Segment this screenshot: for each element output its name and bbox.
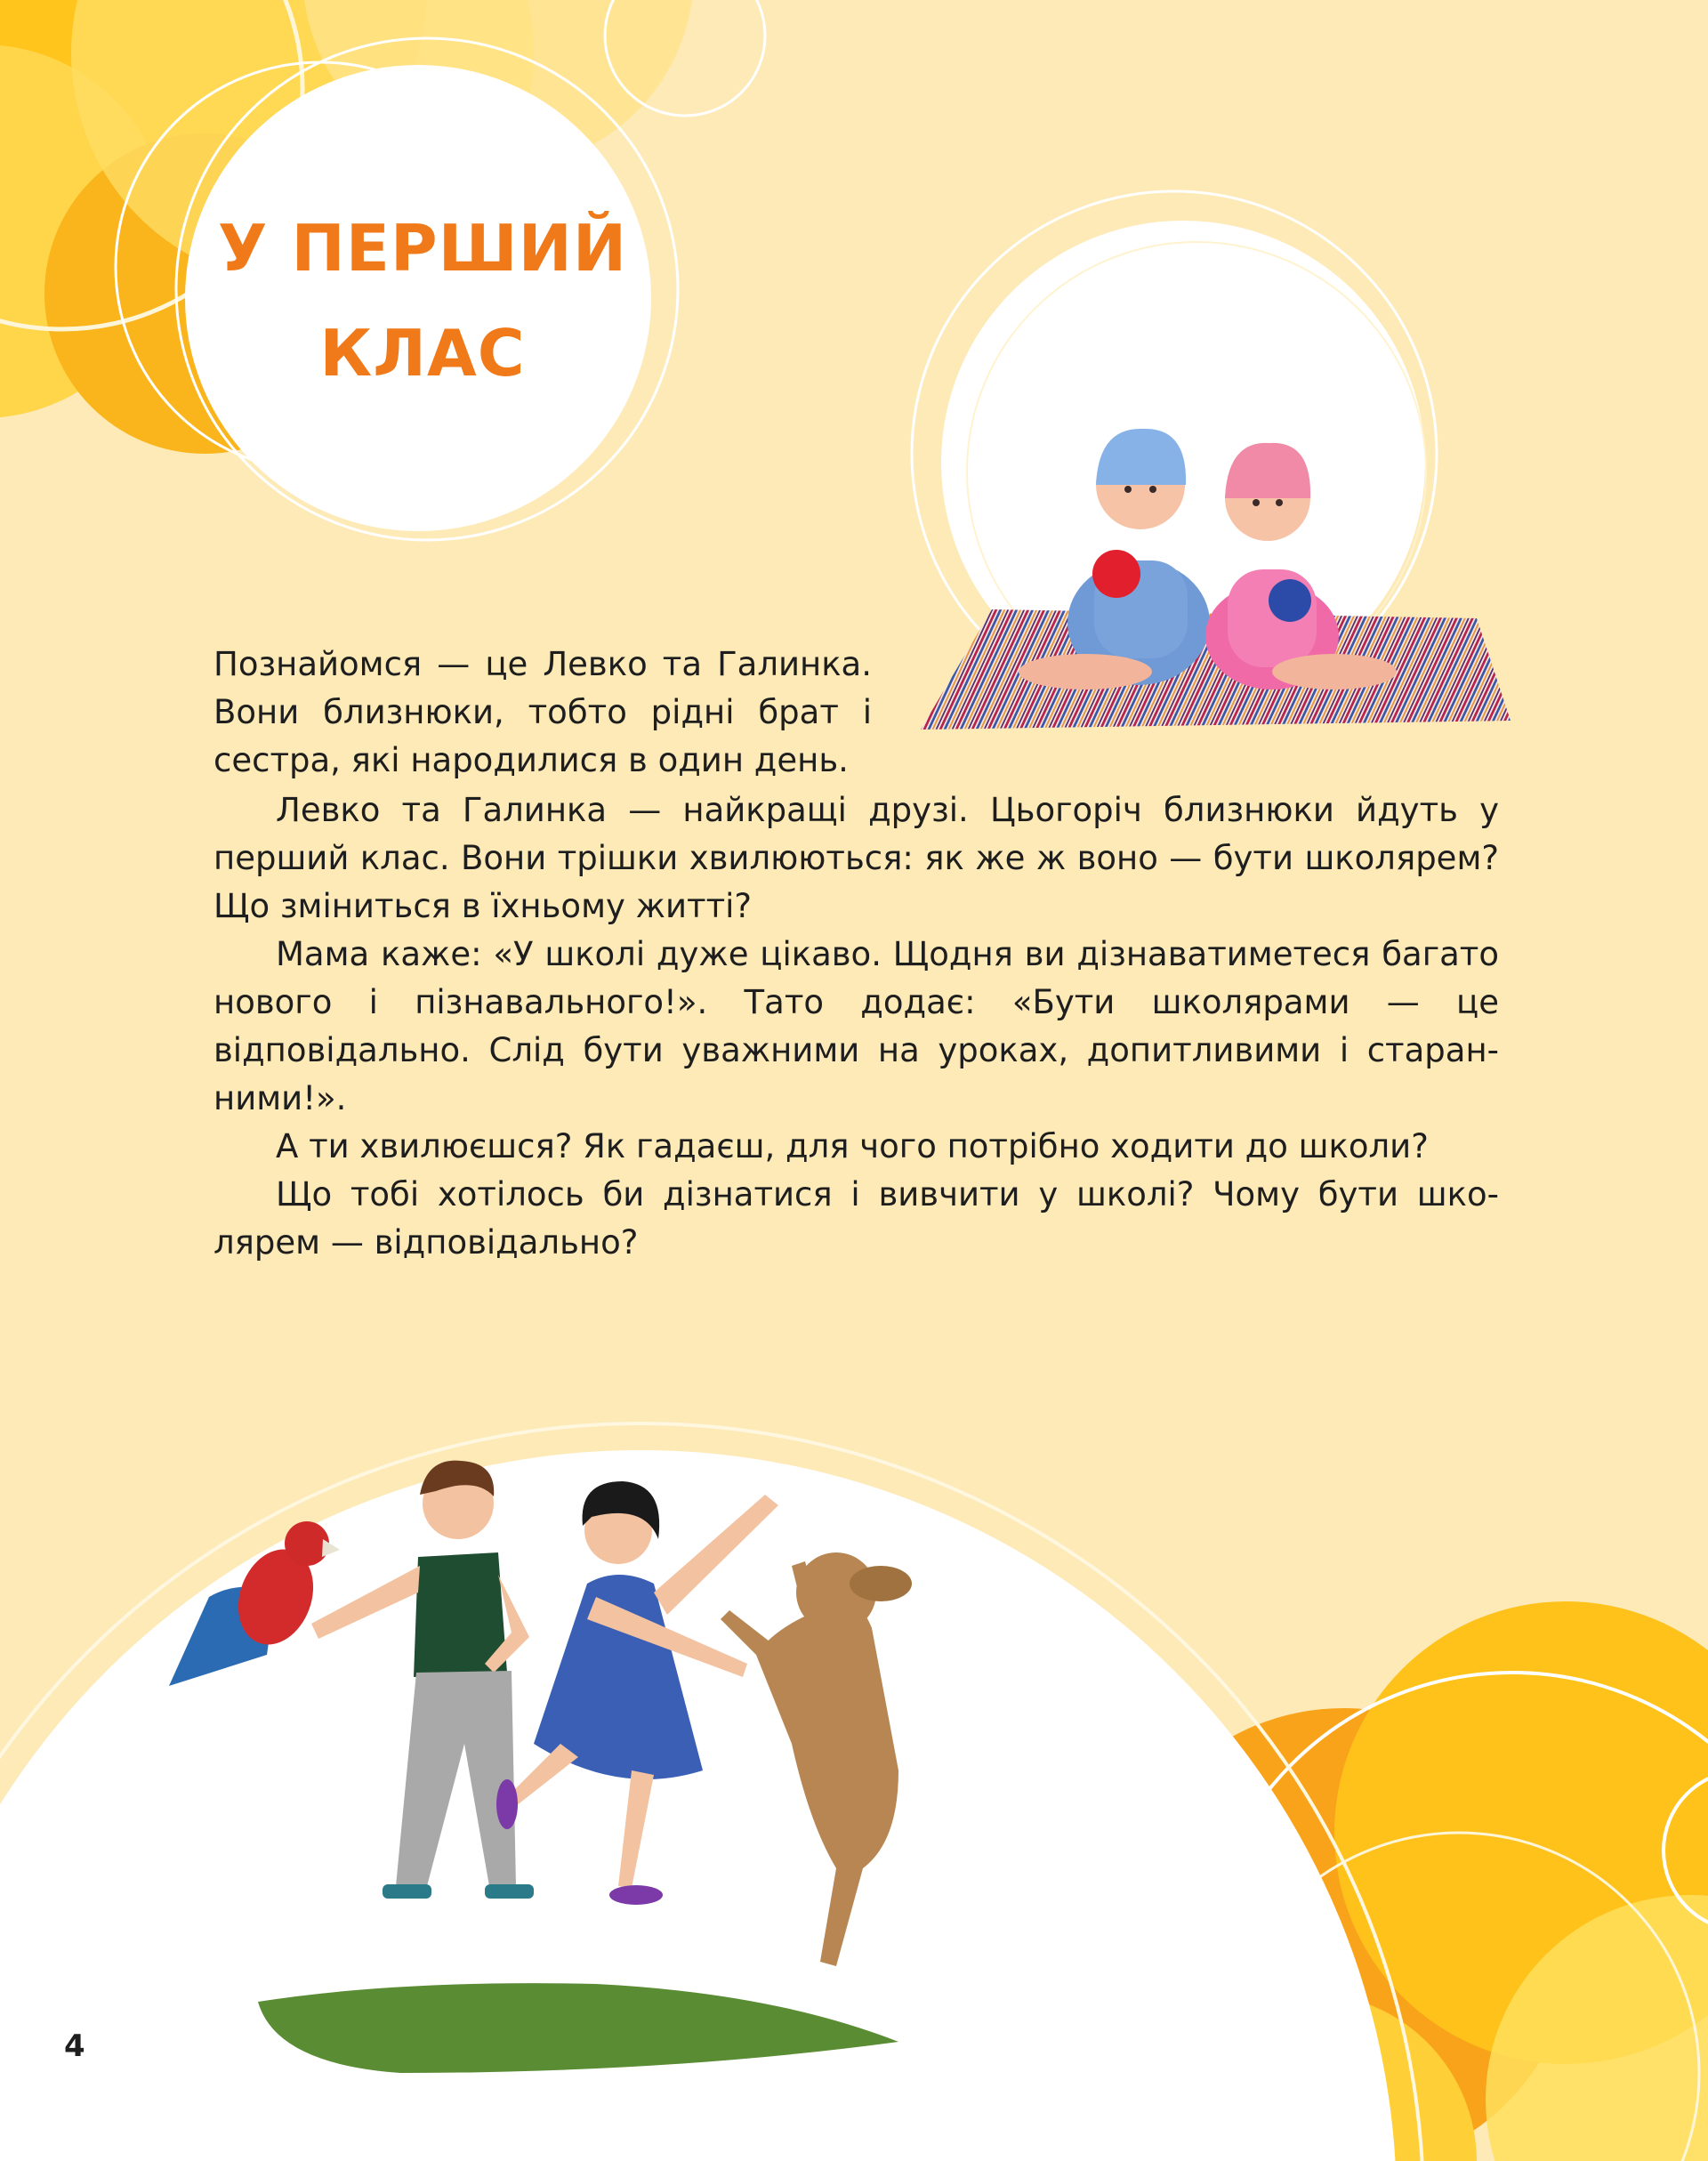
paragraph: Левко та Галинка — найкращі друзі. Цьогоріч близнюки йдуть у перший клас. Вони трішки хвилюються: як же ж воно — бути школярем? Що зміниться в їхньому житті?	[214, 791, 1499, 925]
paragraph: Мама каже: «У школі дуже цікаво. Щодня ви дізнаватиметеся багато нового і пізнавального!». Тато додає: «Бути школярами — це відповідально. Слід бути уважними на уроках, допитливими і старанними!».	[214, 935, 1499, 1117]
paragraph: Що тобі хотілось би дізнатися і вивчити у школі? Чому бути школярем — відповідально?	[214, 1175, 1499, 1262]
paragraph: А ти хвилюєшся? Як гадаєш, для чого потрібно ходити до школи?	[276, 1127, 1429, 1165]
page-number: 4	[64, 2028, 85, 2064]
paragraph-intro: Познайомся — це Левко та Галинка. Вони близнюки, тобто рідні брат і сестра, які народилися в один день.	[214, 645, 872, 779]
title-line-1: У ПЕРШИЙ	[217, 211, 628, 286]
children-illustration	[133, 1450, 1041, 2073]
story-text	[214, 641, 1499, 1267]
page-title	[209, 196, 636, 406]
title-line-2: КЛАС	[319, 316, 526, 391]
